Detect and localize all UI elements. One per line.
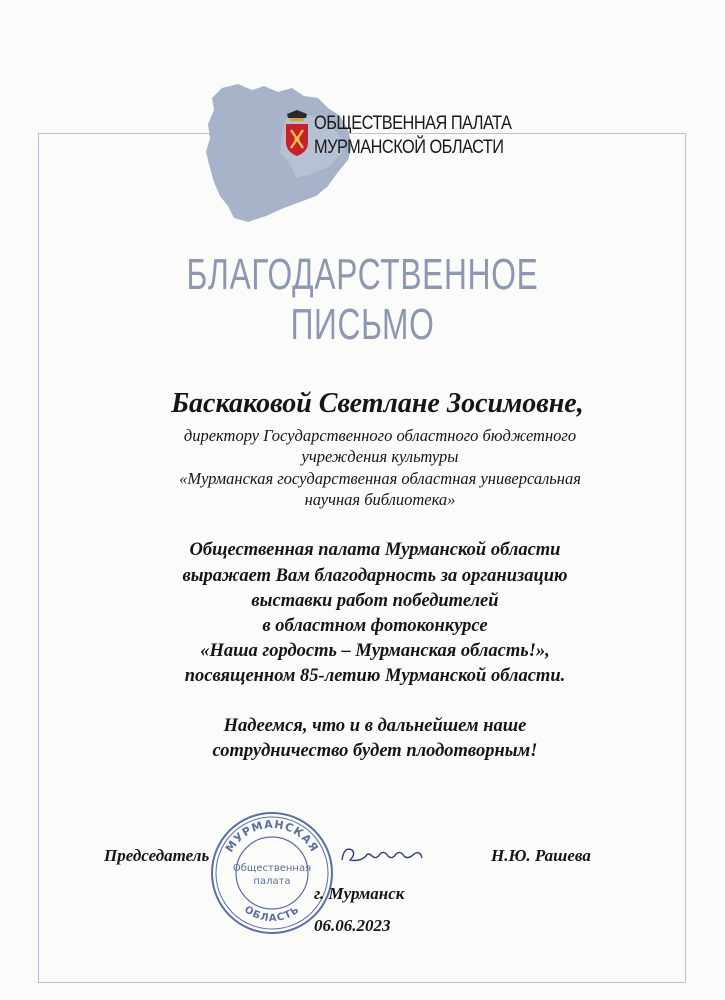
recipient-description-line: «Мурманская государственная областная универсальная	[179, 469, 581, 488]
closing-text-line: сотрудничество будет плодотворным!	[212, 741, 538, 761]
document-title-line-1: БЛАГОДАРСТВЕННОЕ	[186, 250, 539, 299]
org-name-line-1: ОБЩЕСТВЕННАЯ ПАЛАТА	[314, 113, 512, 134]
closing-text-line: Надеемся, что и в дальнейшем наше	[223, 716, 527, 736]
body-text-line: посвященном 85-летию Мурманской области.	[184, 666, 566, 686]
signatory-name: Н.Ю. Рашева	[491, 846, 591, 865]
recipient-name: Баскаковой Светлане Зосимовне,	[171, 388, 584, 419]
svg-text:ОБЛАСТЬ	[242, 904, 302, 924]
document-title-line-2: ПИСЬМО	[290, 300, 435, 349]
issue-date: 06.06.2023	[314, 916, 391, 935]
stamp-center-line-2: палата	[253, 876, 291, 887]
recipient-description-line: директору Государственного областного бюджетного	[183, 426, 577, 445]
issue-city: г. Мурманск	[314, 884, 405, 903]
org-name-line-2: МУРМАНСКОЙ ОБЛАСТИ	[314, 137, 504, 158]
organization-name	[314, 112, 511, 160]
stamp-bottom-text: ОБЛАСТЬ	[242, 904, 302, 925]
recipient-description-line: научная библиотека»	[304, 490, 456, 509]
handwritten-signature-icon	[336, 840, 426, 870]
body-text-line: выставки работ победителей	[251, 591, 499, 611]
body-text-line: в областном фотоконкурсе	[262, 616, 488, 636]
body-text-line: Общественная палата Мурманской области	[189, 540, 561, 560]
body-text-line: «Наша гордость – Мурманская область!»,	[200, 641, 550, 661]
recipient-description-line: учреждения культуры	[301, 447, 459, 466]
murmansk-emblem-icon	[284, 108, 310, 158]
body-text-line: выражает Вам благодарность за организацию	[182, 566, 568, 586]
stamp-top-text: МУРМАНСКАЯ	[222, 817, 322, 855]
signatory-position: Председатель	[104, 846, 210, 865]
stamp-center-line-1: Общественная	[232, 863, 312, 874]
